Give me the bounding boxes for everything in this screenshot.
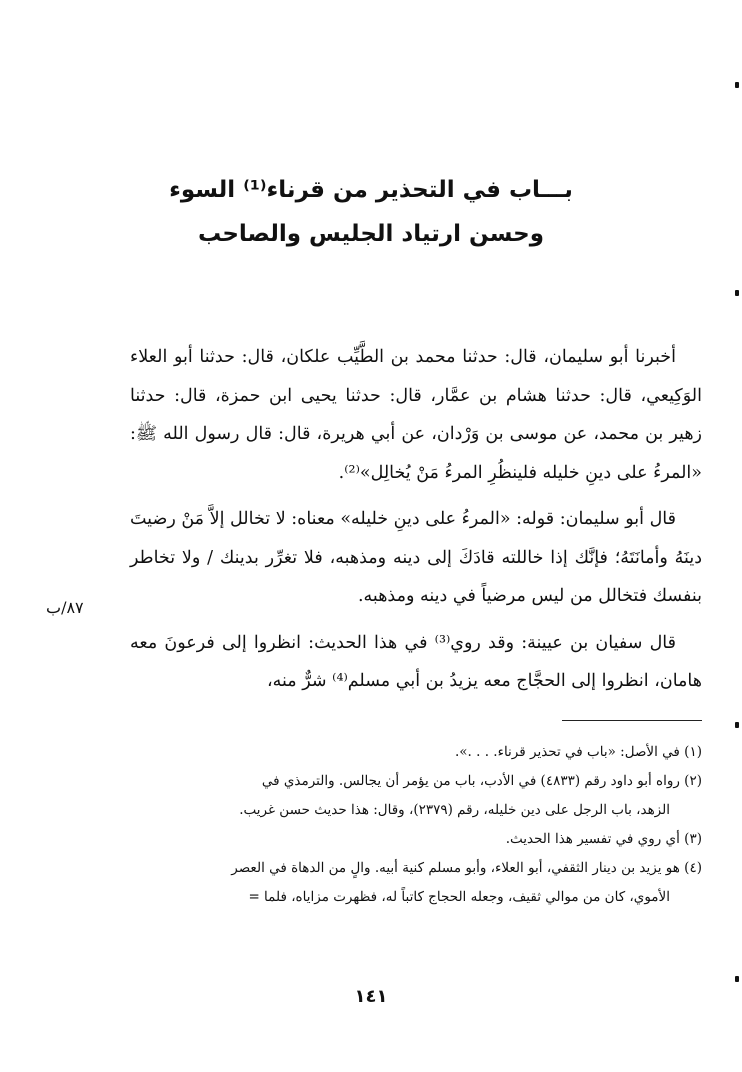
footnote-1 [130,738,702,767]
main-text [130,338,702,709]
paragraph-isnad-text: أخبرنا أبو سليمان، قال: حدثنا محمد بن الطَّيِّب علكان، قال: حدثنا أبو العلاء الوَكِيعي، قال: حدثنا هشام بن عمَّار، قال: حدثنا يحيى ابن حمزة، قال: حدثنا زهير بن محمد، عن موسى بن وَرْدان، عن أبي هريرة، قال: قال رسول الله ﷺ: «المرءُ على دينِ خليله فلينظُرِ المرءُ مَنْ يُخالِل»⁽²⁾. [130,347,702,483]
footnote-marker: (٤) [684,860,702,876]
scan-edge-mark [735,82,739,88]
footnote-marker: (٢) [684,773,702,789]
scan-edge-mark [735,722,739,728]
footnote-text: رواه أبو داود رقم (٤٨٣٣) في الأدب، باب من يؤمر أن يجالس. والترمذي في [261,773,680,789]
footnote-4-continuation: الأموي، كان من موالي ثقيف، وجعله الحجاج كاتباً له، فظهرت مزاياه، فلما = [248,889,670,905]
footnote-2 [130,767,702,796]
footnote-text: هو يزيد بن دينار الثقفي، أبو العلاء، وأبو مسلم كنية أبيه. والٍ من الدهاة في العصر [231,860,680,876]
footnote-marker: (٣) [684,831,702,847]
paragraph-sufyan [130,624,702,701]
paragraph-explanation [130,500,702,616]
footnote-text: أي روي في تفسير هذا الحديث. [505,831,680,847]
chapter-title-line-1: بـــاب في التحذير من قرناء⁽¹⁾ السوء [169,177,573,203]
paragraph-explanation-text: قال أبو سليمان: قوله: «المرءُ على دينِ خليله» معناه: لا تخالل إلاَّ مَنْ رضيتَ دينَهُ وأمانَتَهُ؛ فإنَّك إذا خاللته قادَكَ إلى دينه ومذهبه، فلا تغرِّر بدينك / ولا تخاطر بنفسك فتخالل من ليس مرضياً في دينه ومذهبه. [130,509,702,606]
manuscript-folio-note: ٨٧/ب [46,598,84,617]
footnotes [130,738,702,912]
scan-edge-mark [735,290,739,296]
footnote-2-continuation: الزهد، باب الرجل على دين خليله، رقم (٢٣٧٩)، وقال: هذا حديث حسن غريب. [239,802,670,818]
paragraph-isnad [130,338,702,492]
footnote-4 [130,854,702,883]
chapter-title [0,168,742,256]
chapter-title-line-2: وحسن ارتياد الجليس والصاحب [197,221,544,247]
footnote-marker: (١) [684,744,702,760]
footnote-3 [130,825,702,854]
footnote-text: في الأصل: «باب في تحذير قرناء. . . .». [455,744,680,760]
paragraph-sufyan-text: قال سفيان بن عيينة: وقد روي⁽³⁾ في هذا الحديث: انظروا إلى فرعونَ معه هامان، انظروا إلى الحجَّاج معه يزيدُ بن أبي مسلم⁽⁴⁾ شرٌّ منه، [130,632,702,691]
footnote-separator [562,720,702,721]
page-number: ١٤١ [354,986,388,1007]
scan-edge-mark [735,976,739,982]
